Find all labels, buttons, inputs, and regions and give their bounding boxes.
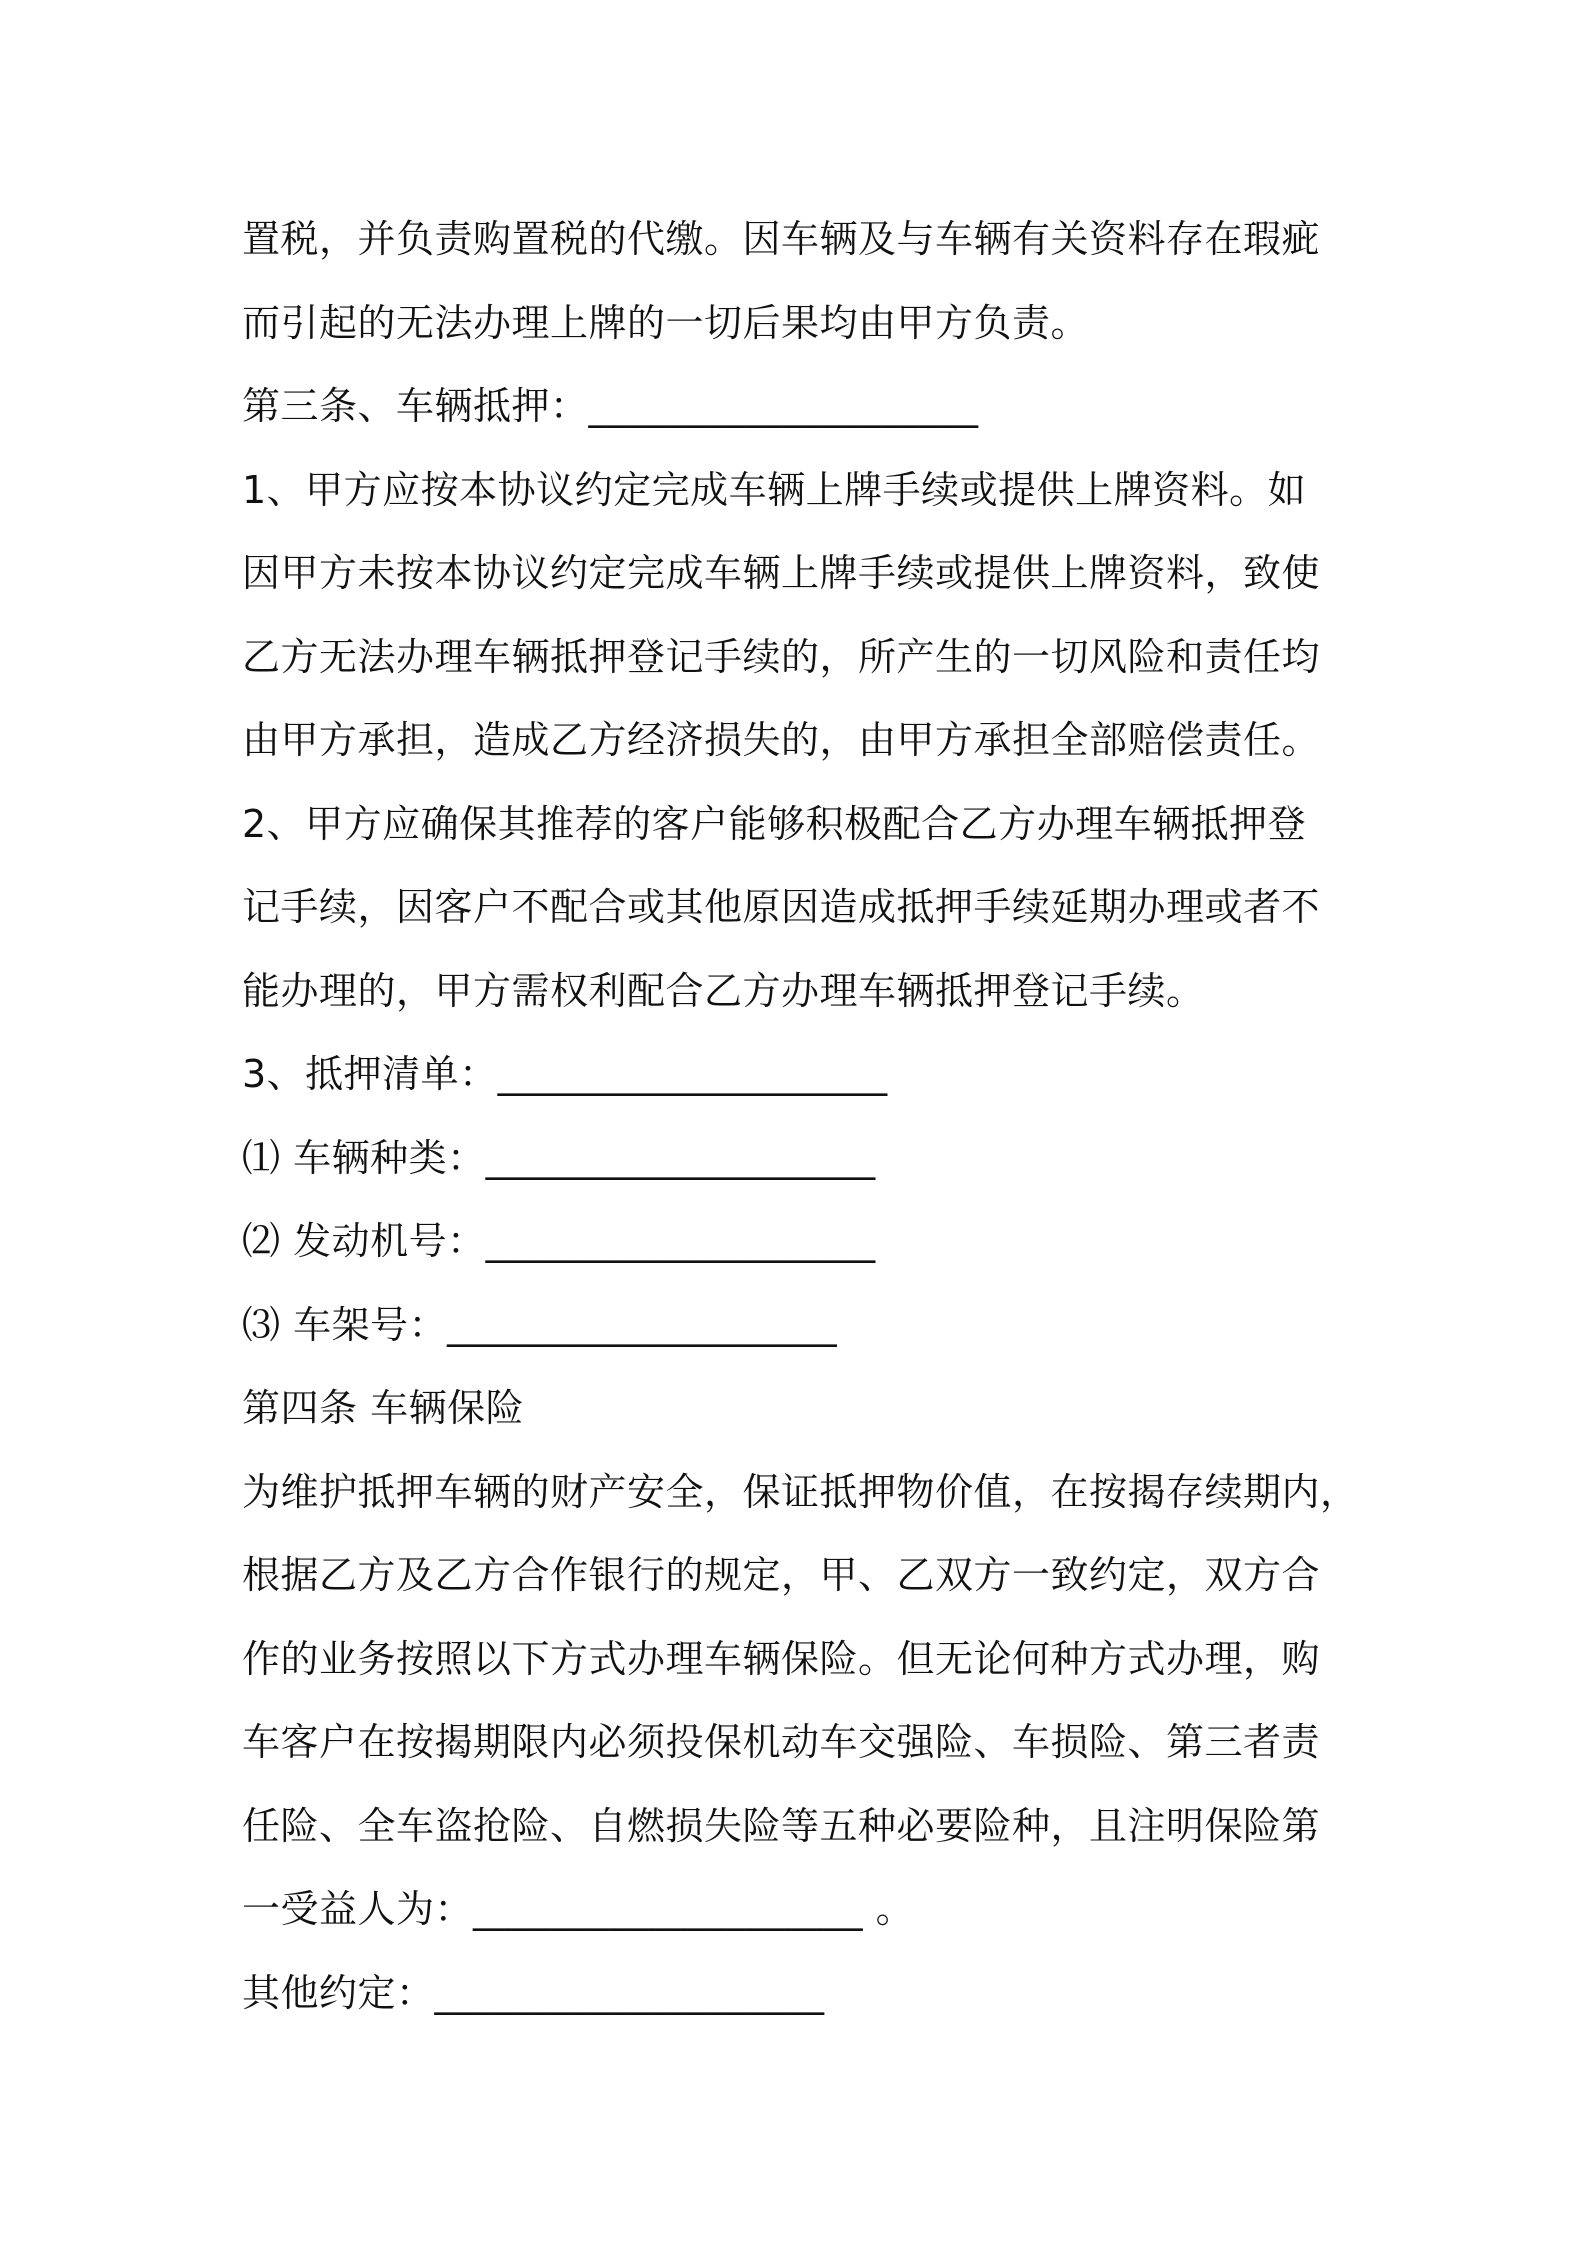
text-line: 记手续，因客户不配合或其他原因造成抵押手续延期办理或者不: [242, 885, 1321, 929]
text-line: 根据乙方及乙方合作银行的规定，甲、乙双方一致约定，双方合: [242, 1553, 1321, 1597]
text-line: 为维护抵押车辆的财产安全，保证抵押物价值，在按揭存续期内，: [242, 1469, 1359, 1514]
text-line: 2、甲方应确保其推荐的客户能够积极配合乙方办理车辆抵押登: [242, 801, 1307, 846]
text-line: 车客户在按揭期限内必须投保机动车交强险、车损险、第三者责: [242, 1720, 1321, 1764]
frame-number-field: ⑶ 车架号：____________________: [242, 1302, 838, 1347]
text-line: 1、甲方应按本协议约定完成车辆上牌手续或提供上牌资料。如: [242, 467, 1307, 512]
other-agreements-field: 其他约定：____________________: [242, 1970, 825, 2015]
document-body: [242, 198, 1362, 2035]
first-beneficiary-field: 一受益人为：____________________ 。: [242, 1887, 915, 1931]
text-line: 由甲方承担，造成乙方经济损失的，由甲方承担全部赔偿责任。: [242, 718, 1321, 762]
section-heading-article-3: 第三条、车辆抵押：____________________: [242, 384, 979, 428]
mortgage-list-field: 3、抵押清单：____________________: [242, 1052, 888, 1096]
engine-number-field: ⑵ 发动机号：____________________: [242, 1219, 876, 1263]
section-heading-article-4: 第四条 车辆保险: [242, 1386, 525, 1430]
text-line: 能办理的，甲方需权利配合乙方办理车辆抵押登记手续。: [242, 968, 1205, 1013]
text-line: 而引起的无法办理上牌的一切后果均由甲方负责。: [242, 300, 1090, 345]
vehicle-type-field: ⑴ 车辆种类：____________________: [242, 1135, 876, 1180]
text-line: 因甲方未按本协议约定完成车辆上牌手续或提供上牌资料，致使: [242, 551, 1321, 595]
text-line: 乙方无法办理车辆抵押登记手续的，所产生的一切风险和责任均: [242, 634, 1321, 679]
text-line: 置税，并负责购置税的代缴。因车辆及与车辆有关资料存在瑕疵: [242, 217, 1321, 261]
text-line: 作的业务按照以下方式办理车辆保险。但无论何种方式办理，购: [242, 1636, 1321, 1681]
text-line: 任险、全车盗抢险、自燃损失险等五种必要险种，且注明保险第: [242, 1803, 1321, 1848]
